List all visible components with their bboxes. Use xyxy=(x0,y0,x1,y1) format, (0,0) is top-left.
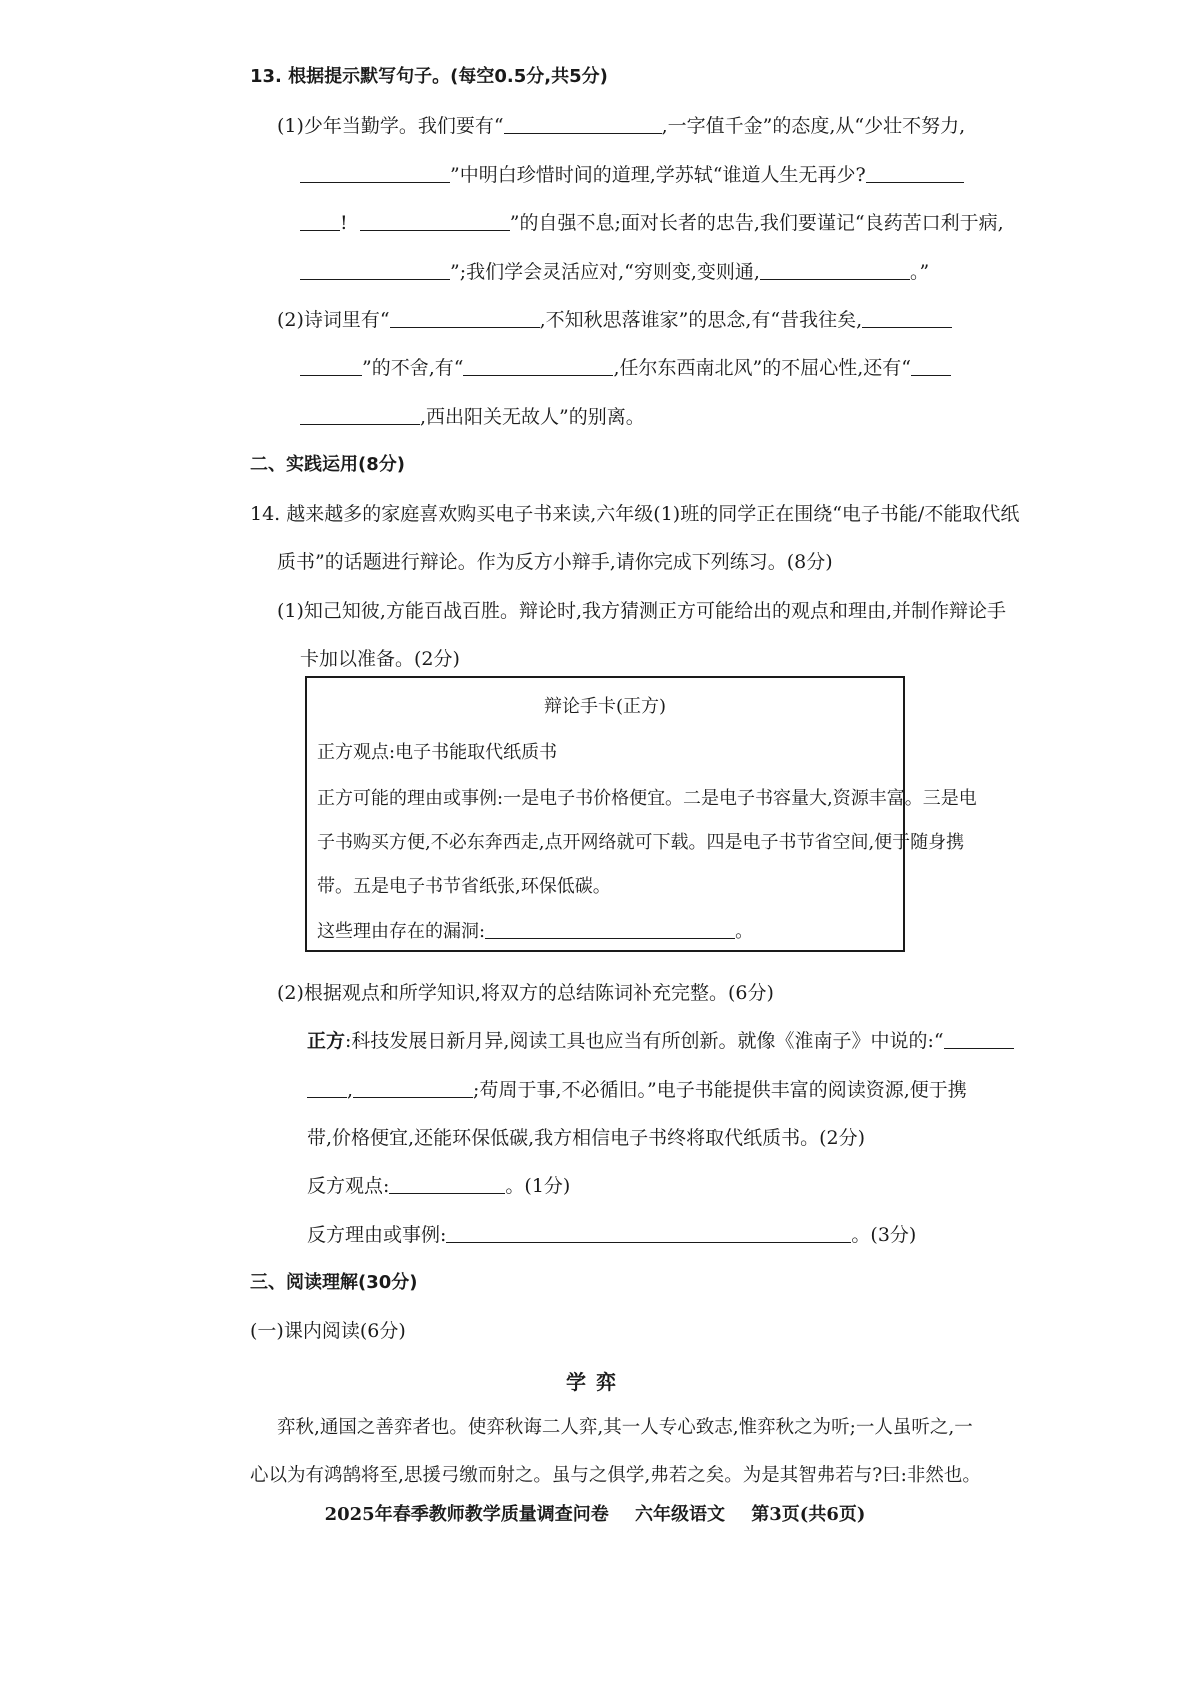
q14-con-reason xyxy=(307,1222,916,1248)
page-footer xyxy=(0,1500,1190,1526)
answer-blank[interactable] xyxy=(504,113,662,134)
section3-subheading: (一)课内阅读(6分) xyxy=(250,1320,406,1342)
debate-card-flaw xyxy=(317,918,753,945)
answer-blank[interactable] xyxy=(300,210,340,231)
q14-pro-text: , xyxy=(347,1079,354,1101)
q13-p2-line2 xyxy=(300,355,951,381)
q13-p2-text: (2)诗词里有“ xyxy=(277,309,390,331)
debate-card-view: 正方观点:电子书能取代纸质书 xyxy=(317,742,558,763)
answer-blank[interactable] xyxy=(866,162,964,183)
answer-blank[interactable] xyxy=(911,355,951,376)
answer-blank[interactable] xyxy=(446,1222,851,1243)
q14-pro-line1 xyxy=(307,1028,1014,1054)
q13-p2-text: ,不知秋思落谁家”的思念,有“昔我往矣, xyxy=(539,309,863,331)
q14-pro-line3: 带,价格便宜,还能环保低碳,我方相信电子书终将取代纸质书。(2分) xyxy=(307,1127,866,1149)
answer-blank[interactable] xyxy=(353,1077,473,1098)
q14-pro-text: :科技发展日新月异,阅读工具也应当有所创新。就像《淮南子》中说的:“ xyxy=(345,1030,944,1052)
debate-card-reason-line: 正方可能的理由或事例:一是电子书价格便宜。二是电子书容量大,资源丰富。三是电 xyxy=(317,788,977,809)
answer-blank[interactable] xyxy=(485,918,735,939)
q13-p1-text: ”;我们学会灵活应对,“穷则变,变则通, xyxy=(450,261,760,283)
answer-blank[interactable] xyxy=(390,307,540,328)
debate-card-flaw-end: 。 xyxy=(735,921,754,942)
q13-p1-text: 。” xyxy=(909,261,930,283)
q13-p1-text: ! xyxy=(340,212,348,234)
answer-blank[interactable] xyxy=(300,404,420,425)
q13-p2-line1 xyxy=(277,307,952,333)
answer-blank[interactable] xyxy=(307,1077,347,1098)
answer-blank[interactable] xyxy=(760,259,910,280)
footer-subject: 六年级语文 xyxy=(635,1504,725,1525)
answer-blank[interactable] xyxy=(360,210,510,231)
debate-card-reason-line: 子书购买方便,不必东奔西走,点开网络就可下载。四是电子书节省空间,便于随身携 xyxy=(317,832,965,853)
q14-p1-line2: 卡加以准备。(2分) xyxy=(300,648,460,670)
debate-card-flaw-label: 这些理由存在的漏洞: xyxy=(317,921,486,942)
q13-p1-line2 xyxy=(300,162,964,188)
q14-p1-line1: (1)知己知彼,方能百战百胜。辩论时,我方猜测正方可能给出的观点和理由,并制作辩论手 xyxy=(277,600,1007,622)
q13-p1-text: ,一字值千金”的态度,从“少壮不努力, xyxy=(661,115,966,137)
q14-intro-line1: 14. 越来越多的家庭喜欢购买电子书来读,六年级(1)班的同学正在围绕“电子书能/不能取代纸 xyxy=(250,503,1020,525)
q14-pro-label: 正方 xyxy=(307,1030,346,1052)
footer-exam-title: 2025年春季教师教学质量调查问卷 xyxy=(324,1504,609,1525)
debate-card-reason-line: 带。五是电子书节省纸张,环保低碳。 xyxy=(317,876,611,897)
q13-p1-line1 xyxy=(277,113,965,139)
q14-intro-line2: 质书”的话题进行辩论。作为反方小辩手,请你完成下列练习。(8分) xyxy=(277,551,833,573)
passage-title: 学弈 xyxy=(566,1370,626,1394)
footer-page-number: 第3页(共6页) xyxy=(751,1504,866,1525)
debate-card xyxy=(305,676,977,952)
q13-p1-text: ”的自强不息;面对长者的忠告,我们要谨记“良药苦口利于病, xyxy=(509,212,1004,234)
section2-heading: 二、实践运用(8分) xyxy=(250,454,405,475)
q13-p2-text: ,西出阳关无故人”的别离。 xyxy=(420,406,645,428)
q13-p1-line3 xyxy=(300,210,1004,236)
q13-p1-text: ”中明白珍惜时间的道理,学苏轼“谁道人生无再少? xyxy=(450,164,866,186)
passage-line: 心以为有鸿鹄将至,思援弓缴而射之。虽与之俱学,弗若之矣。为是其智弗若与?曰:非然也。 xyxy=(250,1465,981,1486)
answer-blank[interactable] xyxy=(300,162,450,183)
answer-blank[interactable] xyxy=(389,1173,505,1194)
answer-blank[interactable] xyxy=(463,355,613,376)
q13-p1-text: (1)少年当勤学。我们要有“ xyxy=(277,115,504,137)
q14-pro-text: ;苟周于事,不必循旧。”电子书能提供丰富的阅读资源,便于携 xyxy=(473,1079,967,1101)
q14-pro-line2 xyxy=(307,1077,967,1103)
q13-p2-text: ,任尔东西南北风”的不屈心性,还有“ xyxy=(613,357,911,379)
answer-blank[interactable] xyxy=(300,259,450,280)
debate-card-title: 辩论手卡(正方) xyxy=(543,696,667,717)
q13-p1-line4 xyxy=(300,259,929,285)
q13-p2-text: ”的不舍,有“ xyxy=(362,357,464,379)
q14-con-reason-label: 反方理由或事例: xyxy=(307,1224,447,1246)
answer-blank[interactable] xyxy=(300,355,362,376)
q14-con-view-end: 。(1分) xyxy=(505,1175,571,1197)
q13-p2-line3 xyxy=(300,404,645,430)
q14-con-view xyxy=(307,1173,570,1199)
q14-con-view-label: 反方观点: xyxy=(307,1175,390,1197)
q13-heading: 13. 根据提示默写句子。(每空0.5分,共5分) xyxy=(250,66,608,87)
q14-p2-line1: (2)根据观点和所学知识,将双方的总结陈词补充完整。(6分) xyxy=(277,982,774,1004)
answer-blank[interactable] xyxy=(862,307,952,328)
passage-line: 弈秋,通国之善弈者也。使弈秋诲二人弈,其一人专心致志,惟弈秋之为听;一人虽听之,一 xyxy=(277,1417,973,1438)
section3-heading: 三、阅读理解(30分) xyxy=(250,1272,418,1293)
q14-con-reason-end: 。(3分) xyxy=(851,1224,917,1246)
answer-blank[interactable] xyxy=(944,1028,1014,1049)
